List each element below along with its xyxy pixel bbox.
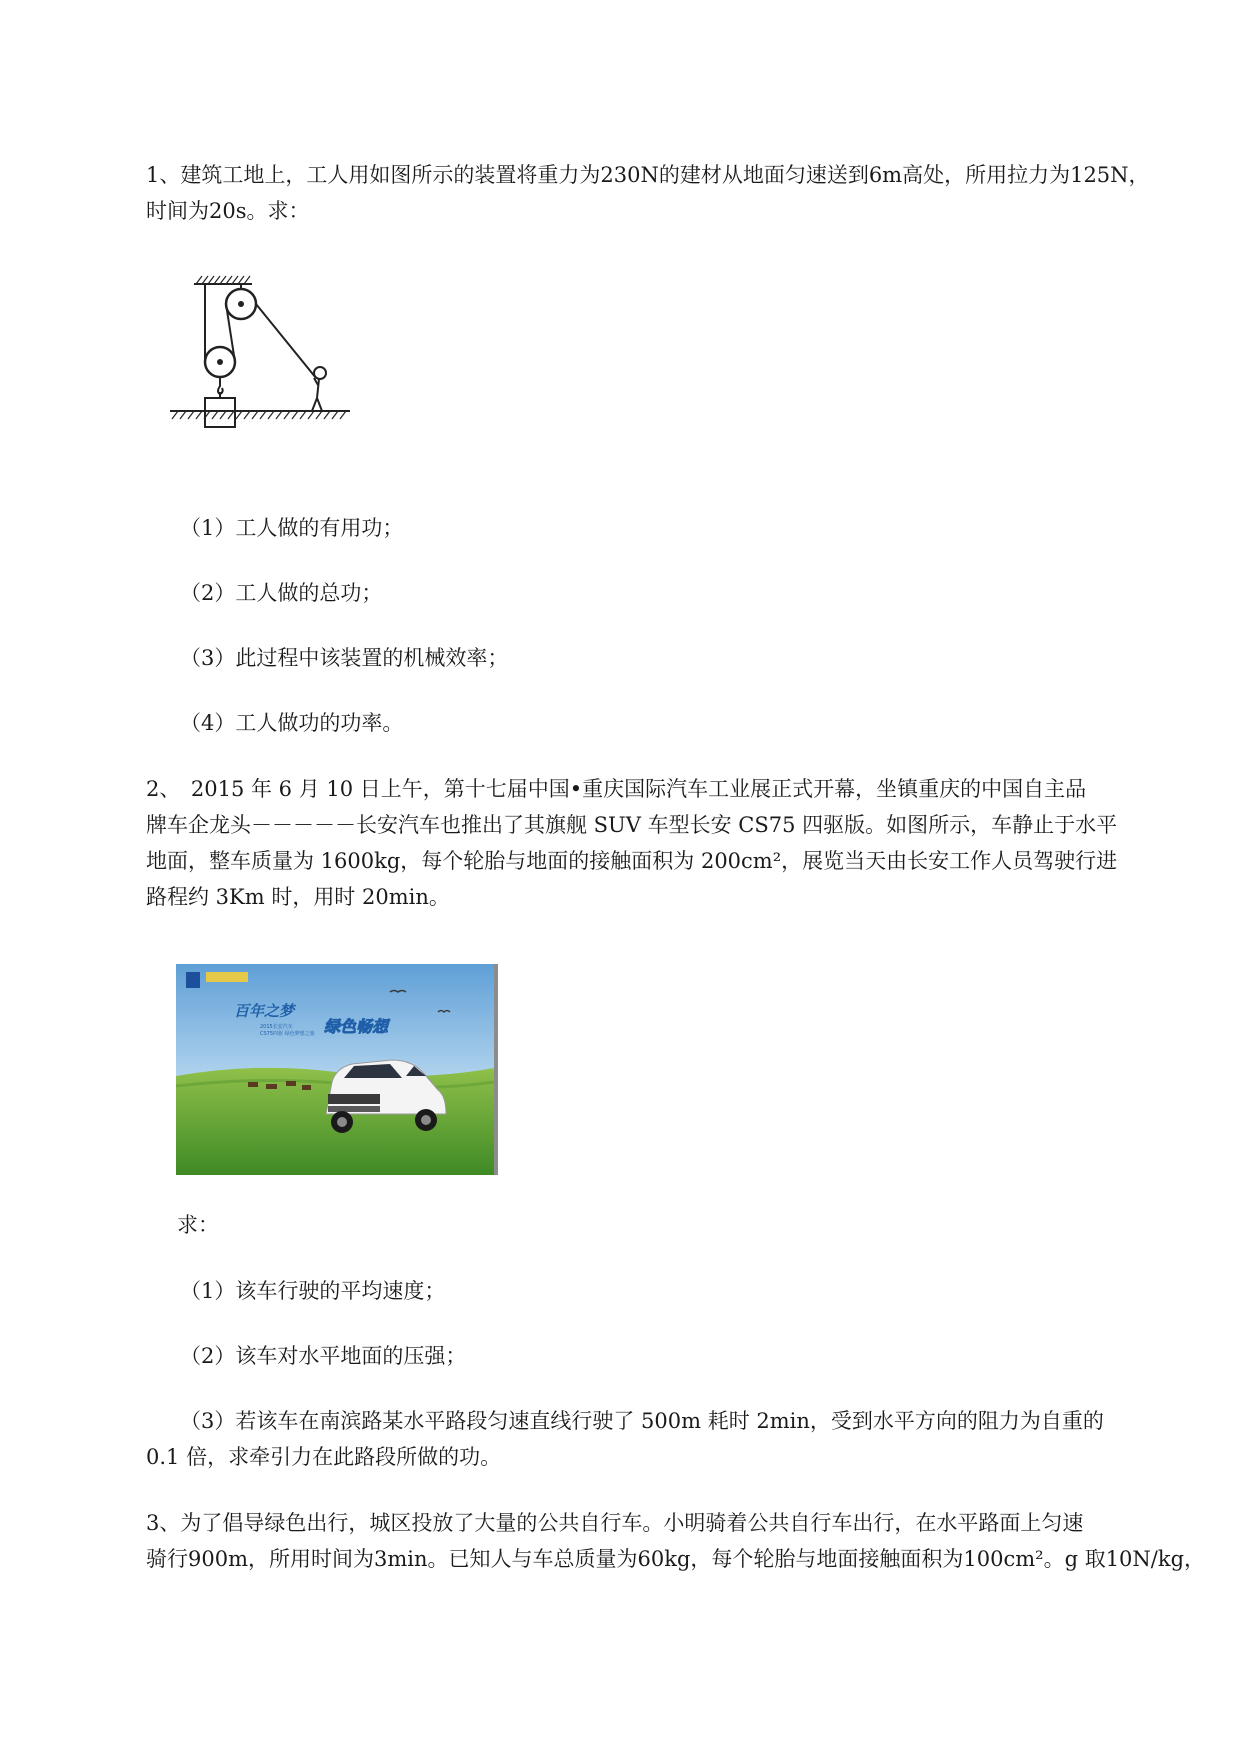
- q2-line-1: 2、 2015 年 6 月 10 日上午，第十七届中国•重庆国际汽车工业展正式开幕，坐镇重庆的中国自主品: [146, 777, 1087, 801]
- rope-pull: [256, 304, 316, 378]
- q1-item-4: （4）工人做功的功率。: [180, 711, 404, 735]
- ad-tagline-1: 2015长安汽车: [260, 1024, 293, 1030]
- q3-line-2: 骑行900m，所用时间为3min。已知人与车总质量为60kg，每个轮胎与地面接触面积为100cm²。g 取10N/kg，: [146, 1547, 1206, 1571]
- q1-item-2: （2）工人做的总功；: [180, 581, 383, 605]
- hook: [218, 377, 223, 394]
- q2-item-3: （3）若该车在南滨路某水平路段匀速直线行驶了 500m 耗时 2min，受到水平方向的阻力为自重的: [180, 1409, 1104, 1433]
- q2-line-4: 路程约 3Km 时，用时 20min。: [146, 885, 450, 909]
- q3-line-1: 3、为了倡导绿色出行，城区投放了大量的公共自行车。小明骑着公共自行车出行，在水平路面上匀速: [146, 1511, 1084, 1535]
- brand-logo: [186, 972, 200, 988]
- q2-item-3-cont: 0.1 倍，求牵引力在此路段所做的功。: [146, 1445, 502, 1469]
- car-ad-photo: [176, 964, 498, 1175]
- q2-ask: 求：: [177, 1213, 219, 1237]
- worker-head: [314, 367, 326, 379]
- q1-line-1: 1、建筑工地上，工人用如图所示的装置将重力为230N的建材从地面匀速送到6m高处，所用拉力为125N，: [146, 163, 1150, 187]
- q2-item-2: （2）该车对水平地面的压强；: [180, 1344, 467, 1368]
- ad-title-bottom: 绿色畅想: [324, 1017, 389, 1036]
- q2-line-2: 牌车企龙头－－－－－长安汽车也推出了其旗舰 SUV 车型长安 CS75 四驱版。如图所示，车静止于水平: [146, 813, 1118, 837]
- q1-item-1: （1）工人做的有用功；: [180, 516, 404, 540]
- q1-line-2: 时间为20s。求：: [146, 199, 310, 223]
- ad-title-top: 百年之梦: [234, 1002, 295, 1020]
- q2-item-1: （1）该车行驶的平均速度；: [180, 1279, 446, 1303]
- q1-item-3: （3）此过程中该装置的机械效率；: [180, 646, 509, 670]
- badge: [206, 972, 248, 982]
- q2-line-3: 地面，整车质量为 1600kg，每个轮胎与地面的接触面积为 200cm²，展览当天由长安工作人员驾驶行进: [146, 849, 1118, 873]
- ceiling-hatch: [196, 276, 250, 284]
- pulley-diagram: [170, 270, 390, 470]
- ad-tagline-2: CS75四驱 绿色梦想之旅: [260, 1031, 315, 1037]
- ground-hatch: [172, 411, 346, 419]
